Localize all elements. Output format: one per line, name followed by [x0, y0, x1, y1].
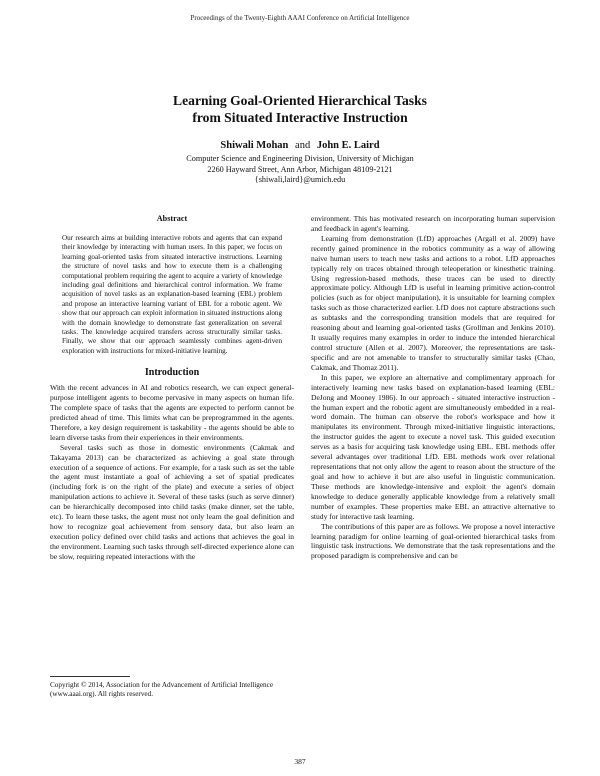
- copyright-notice: [50, 676, 294, 699]
- author-1: Shiwali Mohan: [220, 140, 289, 151]
- intro-paragraph: With the recent advances in AI and robotics research, we can expect general-purpose intelligent agents to become pervasive in many aspects on human life. The complete space of tasks that the agents are expected to perform cannot be predicted ahead of time. This limits what can be preprogrammed in the agents. Therefore, a key design requirement is taskability - the agents should be able to learn diverse tasks from their experiences in their environments.: [50, 383, 294, 442]
- left-column: [50, 214, 294, 562]
- introduction-heading: Introduction: [144, 367, 200, 379]
- affiliation-line: 2260 Hayward Street, Ann Arbor, Michigan 48109-2121: [207, 164, 393, 174]
- author-line: [60, 140, 540, 151]
- author-conjunction: and: [295, 140, 311, 151]
- title-line-2: from Situated Interactive Instruction: [192, 110, 408, 125]
- title-line-1: Learning Goal-Oriented Hierarchical Tasks: [173, 93, 427, 108]
- body-paragraph: The contributions of this paper are as follows. We propose a novel interactive learning paradigm for online learning of goal-oriented hierarchical tasks from linguistic task instructions. We demonstrate that the task representations and the proposed paradigm is comprehensive and can be: [311, 521, 555, 561]
- body-paragraph: environment. This has motivated research on incorporating human supervision and feedback in agent's learning.: [311, 214, 555, 233]
- affiliation: [60, 154, 540, 186]
- running-head: Proceedings of the Twenty-Eighth AAAI Conference on Artificial Intelligence: [190, 14, 410, 22]
- abstract-heading: Abstract: [156, 214, 188, 223]
- footnote-rule: [50, 676, 130, 677]
- paper-title: [60, 92, 540, 126]
- right-column: [311, 214, 555, 561]
- body-paragraph: In this paper, we explore an alternative and complimentary approach for interactively learning new tasks based on explanation-based learning (EBL: DeJong and Mooney 1986). In our approach - situated interactive instruction - the human expert and the robotic agent are simultaneously embedded in a real-word domain. The human can observe the robot's workspace and how it manipulates its environment. Through mixed-initiative linguistic interactions, the instructor guides the agent to execute a novel task. This guided execution serves as a basis for acquiring task knowledge using EBL. EBL methods offer several advantages over traditional LfD. EBL methods work over relational representations that not only allow the agent to reason about the structure of the goal and how to achieve it but are also useful in linguistic communication. These methods are knowledge-intensive and exploit the agent's domain knowledge to deduce generally applicable knowledge from a relatively small number of examples. These properties make EBL an attractive alternative to study for interactive task learning.: [311, 372, 555, 521]
- author-2: John E. Laird: [316, 140, 380, 151]
- abstract-text: Our research aims at building interactive robots and agents that can expand their knowledge by interacting with human users. In this paper, we focus on learning goal-oriented tasks from situated interactive instructions. Learning the structure of novel tasks and how to execute them is a challenging computational problem requiring the agent to acquire a variety of knowledge including goal definitions and hierarchical control information. We frame acquisition of novel tasks as an explanation-based learning (EBL) problem and propose an interactive learning variant of EBL for a robotic agent. We show that our approach can exploit information in situated instructions along with the domain knowledge to demonstrate fast generalization on several tasks. The knowledge acquired transfers across structurally similar tasks. Finally, we show that our approach seamlessly combines agent-driven exploration with instructions for mixed-initiative learning.: [62, 233, 282, 355]
- body-paragraph: Learning from demonstration (LfD) approaches (Argall et al. 2009) have recently gained prominence in the robotics community as a way of allowing naive human users to teach new tasks and actions to a robot. LfD approaches typically rely on traces obtained through teleoperation or kinesthetic training. Using regression-based methods, these traces can be used to directly approximate policy. Although LfD is useful in learning primitive action-control policies (such as for object manipulation), it is unsuitable for learning complex tasks such as those characterized earlier. LfD does not capture abstractions such as subtasks and the corresponding transition models that are required for reasoning about and learning goal-oriented tasks (Grollman and Jenkins 2010). It usually requires many examples in order to induce the intended hierarchical control structure (Allen et al. 2007). Moreover, the representations are task-specific and are not amenable to transfer to structurally similar tasks (Chao, Cakmak, and Thomaz 2011).: [311, 233, 555, 372]
- author-emails: {shiwali,laird}@umich.edu: [254, 175, 346, 184]
- intro-paragraph: Several tasks such as those in domestic environments (Cakmak and Takayama 2013) can be characterized as achieving a goal state through execution of a sequence of actions. For example, for a task such as set the table the agent must instantiate a goal of achieving a set of spatial predicates (including fork is on the right of the plate) and execute a series of object manipulation actions to achieve it. Several of these tasks (such as serve dinner) can be hierarchically decomposed into child tasks (make dinner, set the table, etc). To learn these tasks, the agent must not only learn the goal definition and how to recognize goal achievement from sensory data, but also learn an execution policy defined over child tasks and actions that achieves the goal in the environment. Learning such tasks through self-directed experience alone can be slow, requiring repeated interactions with the: [50, 442, 294, 561]
- affiliation-line: Computer Science and Engineering Division, University of Michigan: [186, 154, 414, 163]
- page-number: 387: [294, 757, 306, 766]
- copyright-text: Copyright © 2014, Association for the Advancement of Artificial Intelligence (www.aaai.org). All rights reserved.: [50, 681, 274, 699]
